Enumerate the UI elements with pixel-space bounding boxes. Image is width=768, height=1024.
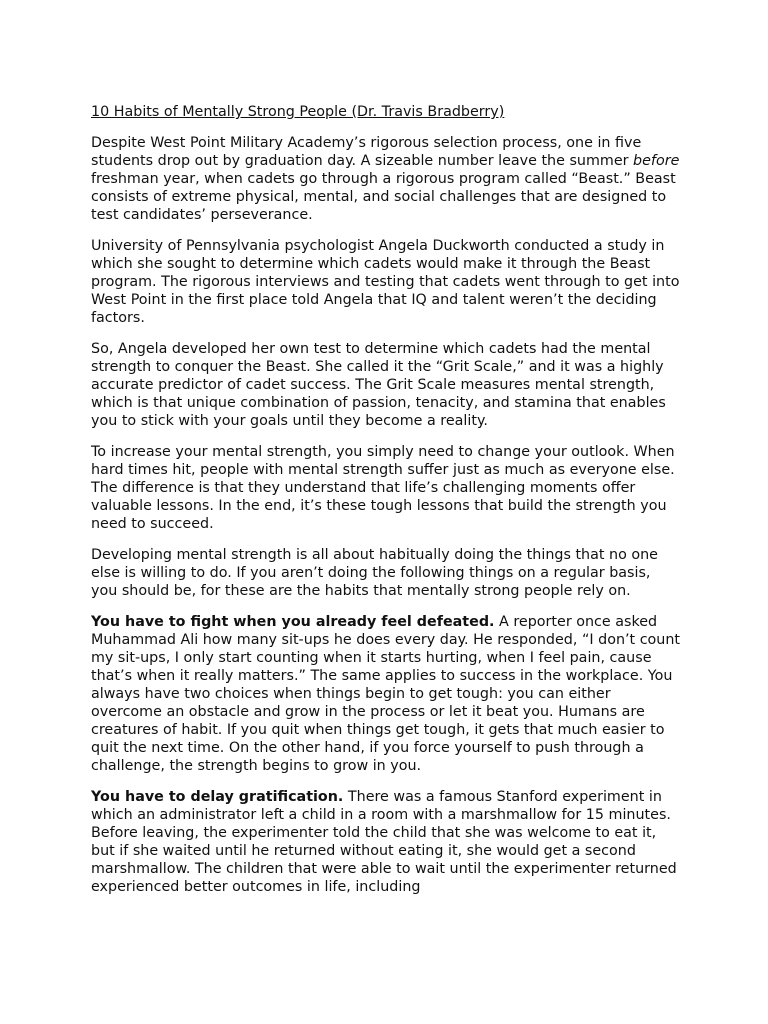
paragraph-habits-intro: Developing mental strength is all about habitually doing the things that no one else is willing to do. If you aren’t doing the following things on a regular basis, you should be, for these are the habits that mentally strong people rely on. xyxy=(91,547,658,599)
paragraph-text: Despite West Point Military Academy’s rigorous selection process, one in five students drop out by graduation day. A sizeable number leave the summer xyxy=(91,135,642,169)
emphasis-text: before xyxy=(633,153,680,169)
document-page xyxy=(91,103,681,909)
paragraph-duckworth-study: University of Pennsylvania psychologist Angela Duckworth conducted a study in which she sought to determine which cadets would make it through the Beast program. The rigorous interviews and testing that cadets went through to get into West Point in the first place told Angela that IQ and talent weren’t the deciding factors. xyxy=(91,238,680,326)
habit-delay-gratification xyxy=(91,788,681,896)
habit-heading: You have to fight when you already feel defeated. xyxy=(91,614,495,630)
paragraph-grit-scale: So, Angela developed her own test to determine which cadets had the mental strength to conquer the Beast. She called it the “Grit Scale,” and it was a highly accurate predictor of cadet success. The Grit Scale measures mental strength, which is that unique combination of passion, tenacity, and stamina that enables you to stick with your goals until they become a reality. xyxy=(91,341,666,429)
paragraph-west-point xyxy=(91,134,681,224)
habit-body: A reporter once asked Muhammad Ali how many sit-ups he does every day. He responded, “I don’t count my sit-ups, I only start counting when it starts hurting, when I feel pain, cause that’s when it really matters.” The same applies to success in the workplace. You always have two choices when things begin to get tough: you can either overcome an obstacle and grow in the process or let it beat you. Humans are creatures of habit. If you quit when things get tough, it gets that much easier to quit the next time. On the other hand, if you force yourself to push through a challenge, the strength begins to grow in you. xyxy=(91,614,681,774)
habit-body: There was a famous Stanford experiment in which an administrator left a child in a room with a marshmallow for 15 minutes. Before leaving, the experimenter told the child that she was welcome to eat it, but if she waited until he returned without eating it, she would get a second marshmallow. The children that were able to wait until the experimenter returned experienced better outcomes in life, including xyxy=(91,789,677,895)
document-title: 10 Habits of Mentally Strong People (Dr. Travis Bradberry) xyxy=(91,104,505,120)
habit-fight-defeated xyxy=(91,613,681,775)
habit-heading: You have to delay gratification. xyxy=(91,789,344,805)
paragraph-outlook: To increase your mental strength, you simply need to change your outlook. When hard times hit, people with mental strength suffer just as much as everyone else. The difference is that they understand that life’s challenging moments offer valuable lessons. In the end, it’s these tough lessons that build the strength you need to succeed. xyxy=(91,444,675,532)
paragraph-text: freshman year, when cadets go through a rigorous program called “Beast.” Beast consists of extreme physical, mental, and social challenges that are designed to test candidates’ perseverance. xyxy=(91,171,676,223)
